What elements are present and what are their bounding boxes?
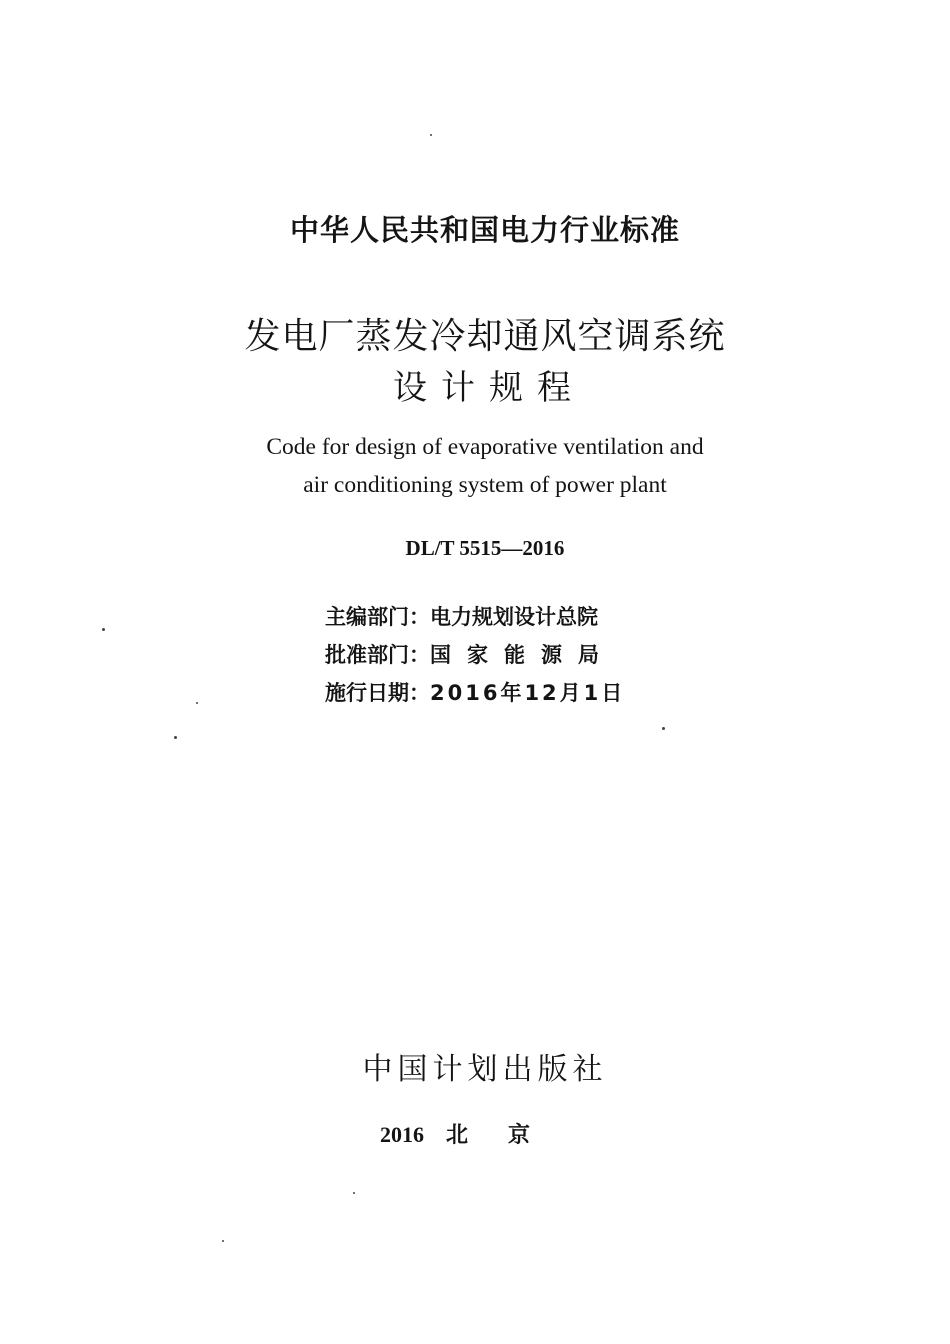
effective-date-row [325,674,625,712]
industry-standard-heading: 中华人民共和国电力行业标准 [289,213,680,247]
document-title-chinese-line-2: 设计规程 [393,368,585,408]
publication-city: 北京 [445,1122,570,1148]
document-title-english-line-2: air conditioning system of power plant [303,472,667,498]
publication-place-line [0,1118,950,1149]
approval-label: 批准部门： [325,643,430,667]
effective-date-label: 施行日期： [325,681,430,705]
publisher-name: 中国计划出版社 [362,1052,608,1087]
chief-editor-value: 电力规划设计总院 [430,605,598,629]
chief-editor-label: 主编部门： [325,605,430,629]
document-title-chinese-line-1: 发电厂蒸发冷却通风空调系统 [244,316,726,357]
document-metadata [325,598,625,712]
scan-speck [196,702,198,704]
publication-year: 2016 [379,1122,424,1147]
effective-date-value: 2016年12月1日 [430,681,626,705]
scan-speck [353,1192,355,1194]
standard-number: DL/T 5515—2016 [405,536,565,560]
approval-row [325,636,625,674]
scan-speck [102,628,105,631]
chief-editor-row [325,598,625,636]
scan-speck [662,727,665,730]
document-title-english-line-1: Code for design of evaporative ventilation and [266,434,704,460]
approval-value: 国家能源局 [430,643,615,667]
scan-speck [222,1240,224,1242]
scan-speck [430,134,432,136]
scan-speck [174,736,177,739]
